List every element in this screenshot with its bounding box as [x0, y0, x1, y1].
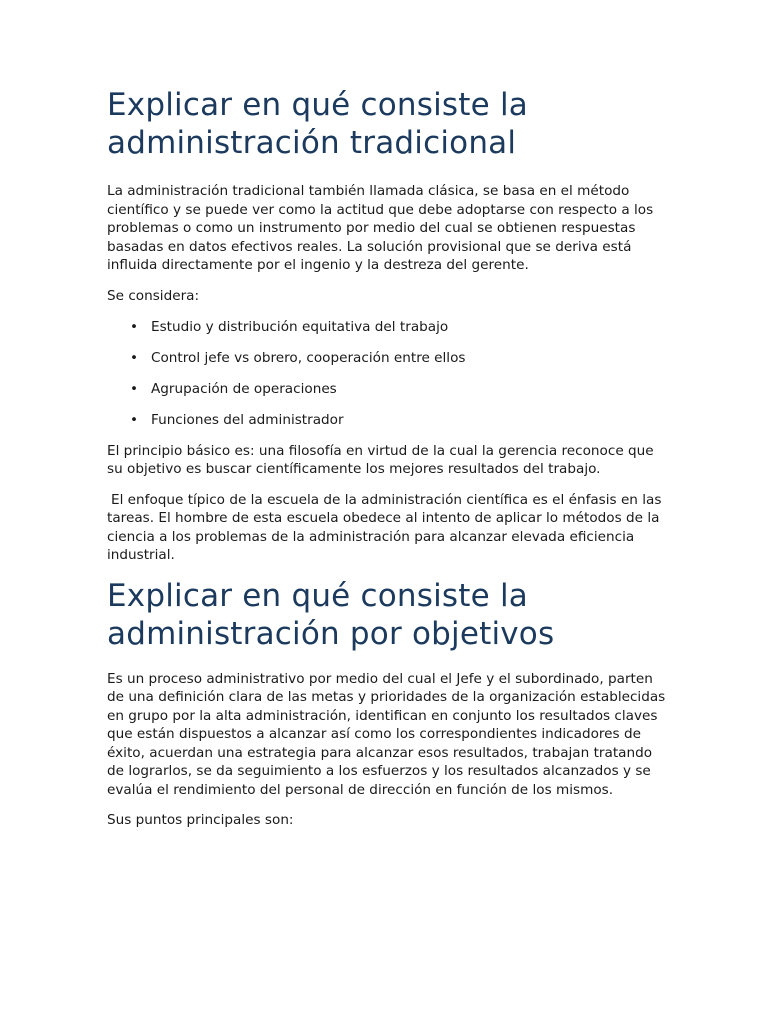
bullet-icon: • — [130, 381, 139, 397]
list-item-text: Agrupación de operaciones — [151, 381, 337, 397]
bullet-icon: • — [130, 319, 139, 335]
list-item-text: Funciones del administrador — [151, 412, 344, 428]
list-item-text: Control jefe vs obrero, cooperación entre ellos — [151, 350, 466, 366]
paragraph-enfoque-tipico: El enfoque típico de la escuela de la administración científica es el énfasis en las tareas. El hombre de esta escuela obedece al intento de aplicar lo métodos de la ciencia a los problemas de la administración para alcanzar elevada eficiencia industrial. — [107, 491, 662, 563]
list-item-text: Estudio y distribución equitativa del trabajo — [151, 319, 449, 335]
paragraph-principio-basico: El principio básico es: una filosofía en virtud de la cual la gerencia reconoce que su objetivo es buscar científicamente los mejores resultados del trabajo. — [107, 442, 654, 477]
bullet-icon: • — [130, 350, 139, 366]
paragraph-se-considera: Se considera: — [107, 287, 200, 304]
document-page — [107, 86, 667, 830]
bullet-list-considera — [107, 318, 667, 430]
bullet-icon: • — [130, 412, 139, 428]
section-heading-objetivos: Explicar en qué consiste la administración por objetivos — [107, 577, 555, 652]
list-item — [107, 380, 667, 399]
list-item — [107, 318, 667, 337]
section-heading-tradicional: Explicar en qué consiste la administración tradicional — [107, 87, 528, 161]
paragraph-puntos-principales: Sus puntos principales son: — [107, 812, 294, 828]
list-item — [107, 349, 667, 368]
paragraph-definicion-objetivos: Es un proceso administrativo por medio del cual el Jefe y el subordinado, parten de una definición clara de las metas y prioridades de la organización establecidas en grupo por la alta administración, identifican en conjunto los resultados claves que están dispuestos a alcanzar así como los correspondientes indicadores de éxito, acuerdan una estrategia para alcanzar esos resultados, trabajan tratando de lograrlos, se da seguimiento a los esfuerzos y los resultados alcanzados y se evalúa el rendimiento del personal de dirección en función de los mismos. — [107, 670, 666, 798]
list-item — [107, 411, 667, 430]
paragraph-definicion-tradicional: La administración tradicional también llamada clásica, se basa en el método científico y se puede ver como la actitud que debe adoptarse con respecto a los problemas o como un instrumento por medio del cual se obtienen respuestas basadas en datos efectivos reales. La solución provisional que se deriva está influida directamente por el ingenio y la destreza del gerente. — [107, 183, 654, 273]
